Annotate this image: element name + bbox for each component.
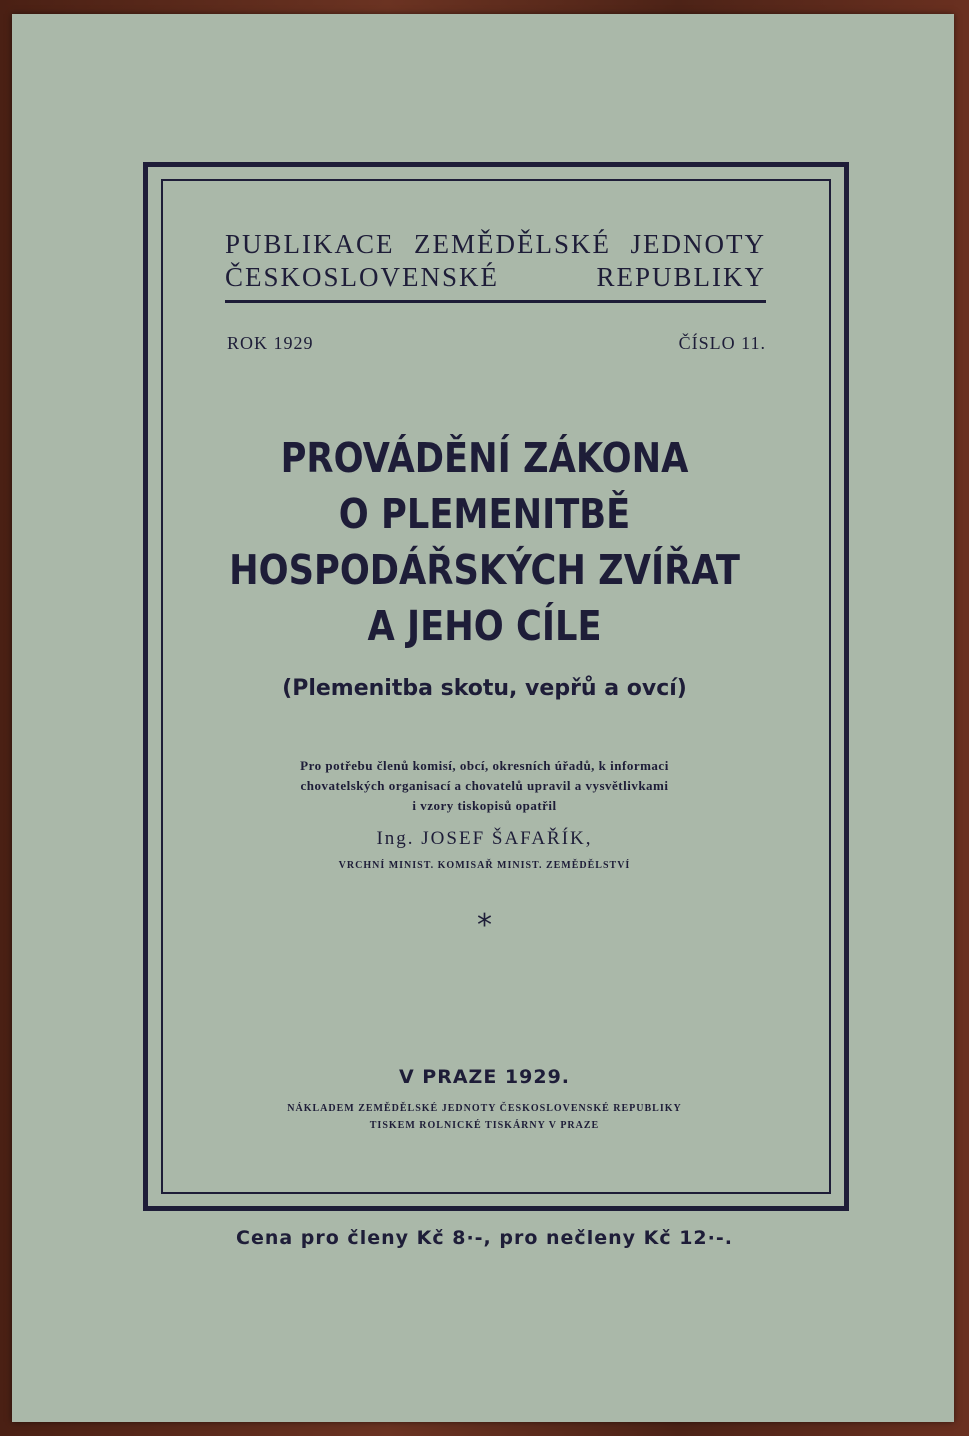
ornament-star: * [477, 908, 492, 943]
header-rule [225, 300, 766, 303]
title-block [0, 430, 969, 654]
description-line: chovatelských organisací a chovatelů upravil a vysvětlivkami [300, 778, 669, 793]
publisher-line-2: ČESKOSLOVENSKÉ REPUBLIKY [225, 262, 766, 292]
description-line: i vzory tiskopisů opatřil [412, 798, 557, 813]
author-role: VRCHNÍ MINIST. KOMISAŘ MINIST. ZEMĚDĚLSTVÍ [338, 860, 631, 871]
number-label: ČÍSLO 11. [678, 333, 766, 353]
title-line: HOSPODÁŘSKÝCH ZVÍŘAT [229, 546, 740, 594]
title-line: A JEHO CÍLE [367, 602, 602, 650]
place-and-year: V PRAZE 1929. [398, 1066, 571, 1088]
author-name: Ing. JOSEF ŠAFAŘÍK, [376, 828, 593, 849]
title-line: PROVÁDĚNÍ ZÁKONA [280, 434, 689, 482]
description-block [0, 756, 969, 816]
imprint-printer: TISKEM ROLNICKÉ TISKÁRNY V PRAZE [369, 1120, 600, 1131]
price-line: Cena pro členy Kč 8·-, pro nečleny Kč 12·-. [236, 1227, 733, 1249]
description-line: Pro potřebu členů komisí, obcí, okresních úřadů, k informaci [300, 758, 669, 773]
year-label: ROK 1929 [227, 333, 314, 353]
title-line: O PLEMENITBĚ [338, 490, 631, 538]
publisher-line-1: PUBLIKACE ZEMĚDĚLSKÉ JEDNOTY [225, 229, 766, 259]
imprint-publisher: NÁKLADEM ZEMĚDĚLSKÉ JEDNOTY ČESKOSLOVENSKÉ REPUBLIKY [287, 1103, 682, 1114]
subtitle: (Plemenitba skotu, vepřů a ovcí) [282, 676, 687, 701]
